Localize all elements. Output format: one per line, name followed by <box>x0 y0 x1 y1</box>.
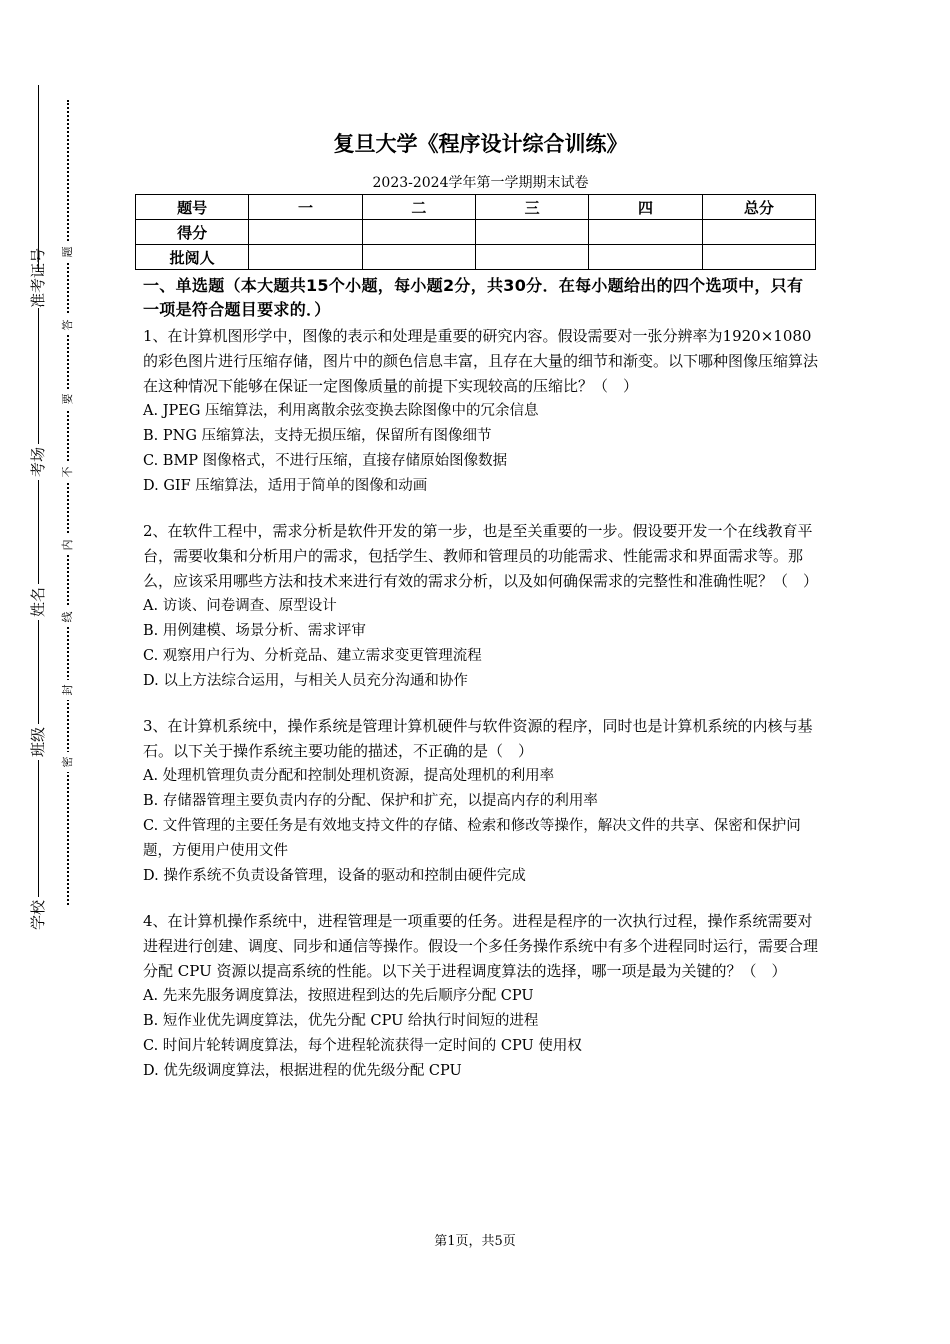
score-cell <box>362 220 475 245</box>
name-label: 姓名 <box>28 584 48 620</box>
score-cell <box>362 245 475 270</box>
exam-room-label: 考场 <box>28 444 48 480</box>
seal-char: 题 <box>61 242 75 262</box>
score-cell <box>475 245 588 270</box>
question-stem: 3、在计算机系统中，操作系统是管理计算机硬件与软件资源的程序，同时也是计算机系统的内核与基石。以下关于操作系统主要功能的描述，不正确的是（ ） <box>143 717 813 760</box>
question-1 <box>143 324 818 499</box>
class-label: 班级 <box>28 724 48 760</box>
seal-dotted-line <box>67 100 69 905</box>
seal-char: 内 <box>61 535 75 555</box>
score-cell <box>475 220 588 245</box>
option-b: B. 存储器管理主要负责内存的分配、保护和扩充，以提高内存的利用率 <box>143 793 598 809</box>
exam-subtitle: 2023-2024学年第一学期期末试卷 <box>372 175 589 191</box>
option-c: C. 时间片轮转调度算法，每个进程轮流获得一定时间的 CPU 使用权 <box>143 1038 582 1054</box>
page-footer: 第1页，共5页 <box>434 1234 516 1249</box>
seal-char: 封 <box>61 680 75 700</box>
score-table-header-row <box>136 195 816 220</box>
option-a: A. 先来先服务调度算法，按照进程到达的先后顺序分配 CPU <box>143 988 534 1004</box>
question-stem: 4、在计算机操作系统中，进程管理是一项重要的任务。进程是程序的一次执行过程，操作系统需要对进程进行创建、调度、同步和通信等操作。假设一个多任务操作系统中有多个进程同时运行，需要合理分配 CPU 资源以提高系统的性能。以下关于进程调度算法的选择，哪一项是最为关键的？（ ） <box>143 912 819 980</box>
school-label: 学校 <box>28 897 48 933</box>
score-cell: 二 <box>362 195 475 220</box>
score-table-grader-row <box>136 245 816 270</box>
option-d: D. 操作系统不负责设备管理，设备的驱动和控制由硬件完成 <box>143 868 526 884</box>
binding-margin <box>0 0 110 1344</box>
score-cell: 四 <box>589 195 702 220</box>
score-table-score-row <box>136 220 816 245</box>
score-cell <box>702 220 815 245</box>
score-cell <box>249 245 362 270</box>
option-c: C. BMP 图像格式，不进行压缩，直接存储原始图像数据 <box>143 453 508 469</box>
exam-id-label: 准考证号 <box>29 247 47 308</box>
question-3 <box>143 714 818 889</box>
score-cell: 一 <box>249 195 362 220</box>
score-cell: 批阅人 <box>136 245 249 270</box>
seal-char: 不 <box>61 462 75 482</box>
option-a: A. JPEG 压缩算法，利用离散余弦变换去除图像中的冗余信息 <box>143 403 539 419</box>
seal-char: 线 <box>61 607 75 627</box>
score-table <box>135 194 816 270</box>
score-cell <box>589 220 702 245</box>
score-cell <box>249 220 362 245</box>
exam-content <box>143 126 818 1084</box>
option-a: A. 处理机管理负责分配和控制处理机资源，提高处理机的利用率 <box>143 768 555 784</box>
option-d: D. 以上方法综合运用，与相关人员充分沟通和协作 <box>143 673 468 689</box>
option-a: A. 访谈、问卷调查、原型设计 <box>143 598 337 614</box>
score-cell <box>702 245 815 270</box>
option-b: B. PNG 压缩算法，支持无损压缩，保留所有图像细节 <box>143 428 492 444</box>
question-4 <box>143 909 818 1084</box>
binding-solid-line <box>38 85 39 930</box>
score-cell <box>589 245 702 270</box>
seal-char: 要 <box>61 389 75 409</box>
score-cell: 得分 <box>136 220 249 245</box>
score-cell: 题号 <box>136 195 249 220</box>
section-heading: 一、单选题（本大题共15个小题，每小题2分，共30分．在每小题给出的四个选项中，只有一项是符合题目要求的．） <box>143 276 804 319</box>
option-c: C. 观察用户行为、分析竞品、建立需求变更管理流程 <box>143 648 482 664</box>
option-d: D. GIF 压缩算法，适用于简单的图像和动画 <box>143 478 428 494</box>
question-stem: 1、在计算机图形学中，图像的表示和处理是重要的研究内容。假设需要对一张分辨率为1920×1080的彩色图片进行压缩存储，图片中的颜色信息丰富，且存在大量的细节和渐变。以下哪种图像压缩算法在这种情况下能够在保证一定图像质量的前提下实现较高的压缩比？（ ） <box>143 327 819 395</box>
question-2 <box>143 519 818 694</box>
option-b: B. 短作业优先调度算法，优先分配 CPU 给执行时间短的进程 <box>143 1013 539 1029</box>
score-cell: 总分 <box>702 195 815 220</box>
question-stem: 2、在软件工程中，需求分析是软件开发的第一步，也是至关重要的一步。假设要开发一个在线教育平台，需要收集和分析用户的需求，包括学生、教师和管理员的功能需求、性能需求和界面需求等。那么，应该采用哪些方法和技术来进行有效的需求分析，以及如何确保需求的完整性和准确性呢？（ ） <box>143 522 819 590</box>
seal-char: 答 <box>61 315 75 335</box>
seal-char: 密 <box>61 752 75 772</box>
score-cell: 三 <box>475 195 588 220</box>
option-d: D. 优先级调度算法，根据进程的优先级分配 CPU <box>143 1063 462 1079</box>
option-c: C. 文件管理的主要任务是有效地支持文件的存储、检索和修改等操作，解决文件的共享、保密和保护问题，方便用户使用文件 <box>143 818 801 859</box>
exam-title: 复旦大学《程序设计综合训练》 <box>333 132 628 156</box>
option-b: B. 用例建模、场景分析、需求评审 <box>143 623 366 639</box>
